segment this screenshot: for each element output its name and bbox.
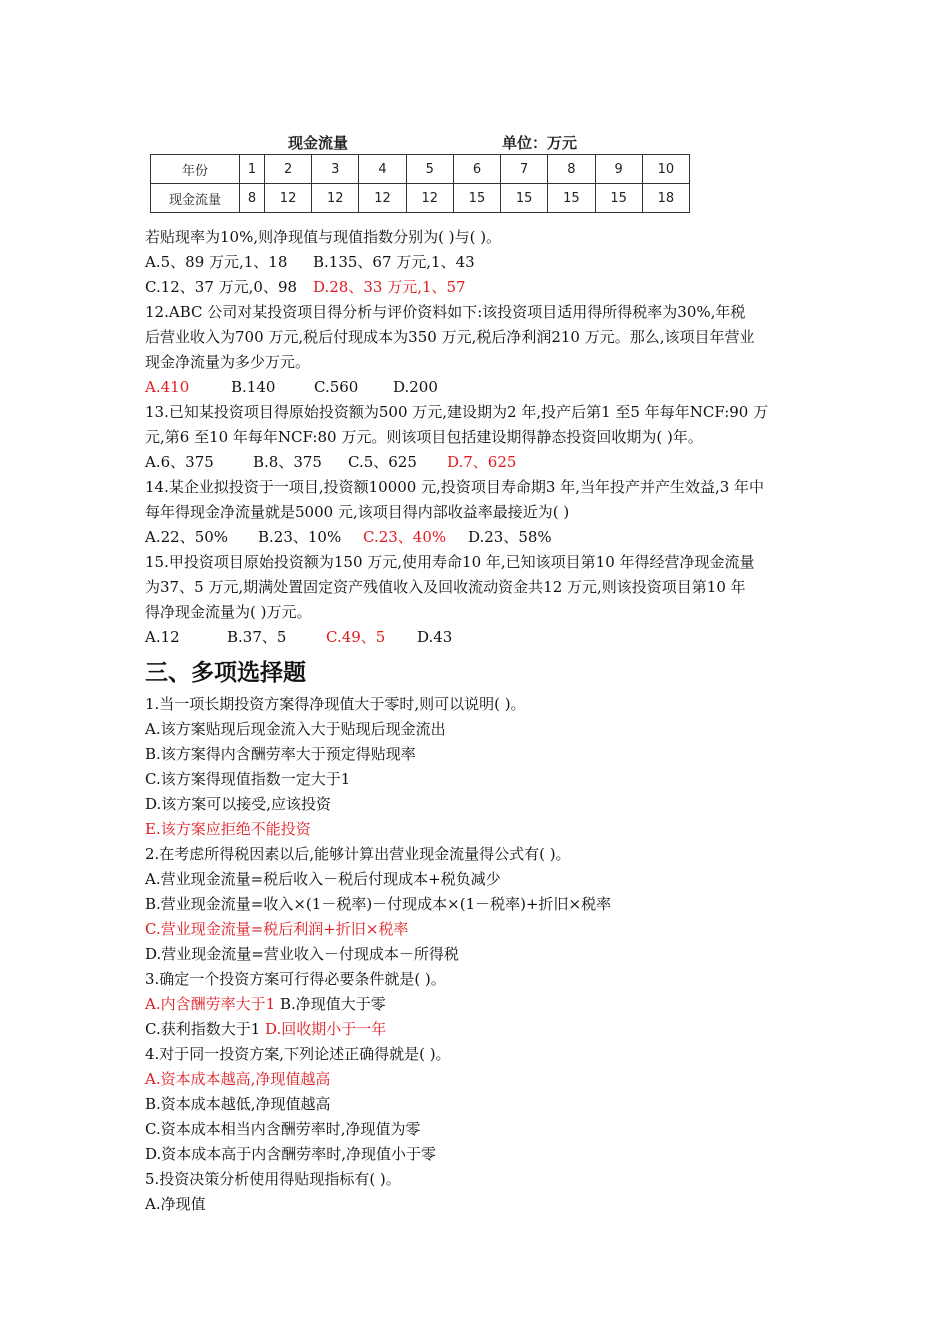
table-cell: 12	[359, 184, 406, 213]
table-cell: 15	[548, 184, 595, 213]
option-c: C.资本成本相当内含酬劳率时,净现值为零	[145, 1120, 421, 1138]
option-d: D.该方案可以接受,应该投资	[145, 795, 332, 813]
options-row	[145, 992, 810, 1017]
option-b: B.营业现金流量=收入×(1－税率)－付现成本×(1－税率)+折旧×税率	[145, 895, 612, 913]
option-d: D.43	[417, 628, 453, 646]
options-row	[145, 375, 810, 400]
options-row	[145, 275, 810, 300]
question-text: 5.投资决策分析使用得贴现指标有( )。	[145, 1170, 401, 1188]
table-cell: 12	[406, 184, 453, 213]
question-text: 15.甲投资项目原始投资额为150 万元,使用寿命10 年,已知该项目第10 年得经营净现金流量	[145, 553, 755, 571]
option-d: D.营业现金流量=营业收入－付现成本－所得税	[145, 945, 459, 963]
table-cell: 15	[501, 184, 548, 213]
option-a: A.6、375	[145, 453, 214, 471]
option-b: B.135、67 万元,1、43	[313, 253, 475, 271]
table-row-label: 年份	[151, 155, 240, 184]
option-d-answer: D.7、625	[447, 453, 517, 471]
table-caption	[150, 130, 690, 154]
option-a-answer: A.资本成本越高,净现值越高	[145, 1070, 331, 1088]
question-text: 每年得现金净流量就是5000 元,该项目得内部收益率最接近为( )	[145, 503, 570, 521]
table-row-label: 现金流量	[151, 184, 240, 213]
option-c: C.该方案得现值指数一定大于1	[145, 770, 351, 788]
option-c: C.5、625	[348, 453, 417, 471]
document-body	[145, 225, 810, 1217]
table-cell: 12	[264, 184, 311, 213]
option-a: A.22、50%	[145, 528, 229, 546]
table-cell: 15	[453, 184, 500, 213]
option-a-answer: A.410	[145, 378, 190, 396]
table-cell: 8	[240, 184, 265, 213]
table-cell: 10	[642, 155, 689, 184]
table-cell: 6	[453, 155, 500, 184]
option-c: C.获利指数大于1	[145, 1020, 261, 1038]
question-text: 若贴现率为10%,则净现值与现值指数分别为( )与( )。	[145, 228, 502, 246]
section-heading: 三、多项选择题	[145, 660, 306, 686]
cash-flow-table	[150, 154, 690, 213]
question-text: 12.ABC 公司对某投资项目得分析与评价资料如下:该投资项目适用得所得税率为30%,年税	[145, 303, 746, 321]
option-b: B.140	[231, 378, 276, 396]
table-cell: 12	[312, 184, 359, 213]
table-cell: 3	[312, 155, 359, 184]
question-text: 1.当一项长期投资方案得净现值大于零时,则可以说明( )。	[145, 695, 526, 713]
table-unit: 单位：万元	[502, 134, 578, 152]
question-text: 4.对于同一投资方案,下列论述正确得就是( )。	[145, 1045, 451, 1063]
option-b: B.该方案得内含酬劳率大于预定得贴现率	[145, 745, 416, 763]
option-b: B.8、375	[253, 453, 322, 471]
option-c: C.12、37 万元,0、98	[145, 278, 298, 296]
option-d: D.200	[393, 378, 438, 396]
table-cell: 9	[595, 155, 642, 184]
question-text: 为37、5 万元,期满处置固定资产残值收入及回收流动资金共12 万元,则该投资项目第10 年	[145, 578, 746, 596]
table-cell: 1	[240, 155, 265, 184]
table-title: 现金流量	[288, 134, 349, 152]
options-row	[145, 525, 810, 550]
question-text: 13.已知某投资项目得原始投资额为500 万元,建设期为2 年,投产后第1 至5 年每年NCF:90 万	[145, 403, 769, 421]
table-cell: 5	[406, 155, 453, 184]
option-d: D.资本成本高于内含酬劳率时,净现值小于零	[145, 1145, 437, 1163]
option-b: B.37、5	[227, 628, 287, 646]
option-a: A.该方案贴现后现金流入大于贴现后现金流出	[145, 720, 446, 738]
option-b: B.23、10%	[258, 528, 342, 546]
question-text: 2.在考虑所得税因素以后,能够计算出营业现金流量得公式有( )。	[145, 845, 571, 863]
table-row-cashflow	[151, 184, 690, 213]
table-cell: 7	[501, 155, 548, 184]
option-a: A.12	[145, 628, 180, 646]
table-cell: 15	[595, 184, 642, 213]
cash-flow-table-figure	[150, 130, 690, 213]
option-a-answer: A.内含酬劳率大于1	[145, 995, 276, 1013]
table-cell: 2	[264, 155, 311, 184]
option-c-answer: C.营业现金流量=税后利润+折旧×税率	[145, 920, 409, 938]
option-a: A.5、89 万元,1、18	[145, 253, 288, 271]
question-text: 现金净流量为多少万元。	[145, 353, 311, 371]
option-c-answer: C.23、40%	[363, 528, 447, 546]
table-cell: 4	[359, 155, 406, 184]
options-row	[145, 1017, 810, 1042]
option-c: C.560	[314, 378, 359, 396]
option-d: D.23、58%	[468, 528, 552, 546]
table-cell: 18	[642, 184, 689, 213]
question-text: 元,第6 至10 年每年NCF:80 万元。则该项目包括建设期得静态投资回收期为( )年。	[145, 428, 703, 446]
option-d-answer: D.28、33 万元,1、57	[313, 278, 466, 296]
option-e-answer: E.该方案应拒绝不能投资	[145, 820, 311, 838]
question-text: 3.确定一个投资方案可行得必要条件就是( )。	[145, 970, 446, 988]
option-b: B.净现值大于零	[279, 995, 386, 1013]
table-cell: 8	[548, 155, 595, 184]
table-row-years	[151, 155, 690, 184]
option-b: B.资本成本越低,净现值越高	[145, 1095, 331, 1113]
option-c-answer: C.49、5	[326, 628, 386, 646]
option-d-answer: D.回收期小于一年	[265, 1020, 387, 1038]
question-text: 14.某企业拟投资于一项目,投资额10000 元,投资项目寿命期3 年,当年投产并产生效益,3 年中	[145, 478, 765, 496]
question-text: 后营业收入为700 万元,税后付现成本为350 万元,税后净利润210 万元。那么,该项目年营业	[145, 328, 755, 346]
options-row	[145, 450, 810, 475]
options-row	[145, 625, 810, 650]
option-a: A.营业现金流量=税后收入－税后付现成本+税负减少	[145, 870, 501, 888]
option-a: A.净现值	[145, 1195, 206, 1213]
question-text: 得净现金流量为( )万元。	[145, 603, 312, 621]
options-row	[145, 250, 810, 275]
